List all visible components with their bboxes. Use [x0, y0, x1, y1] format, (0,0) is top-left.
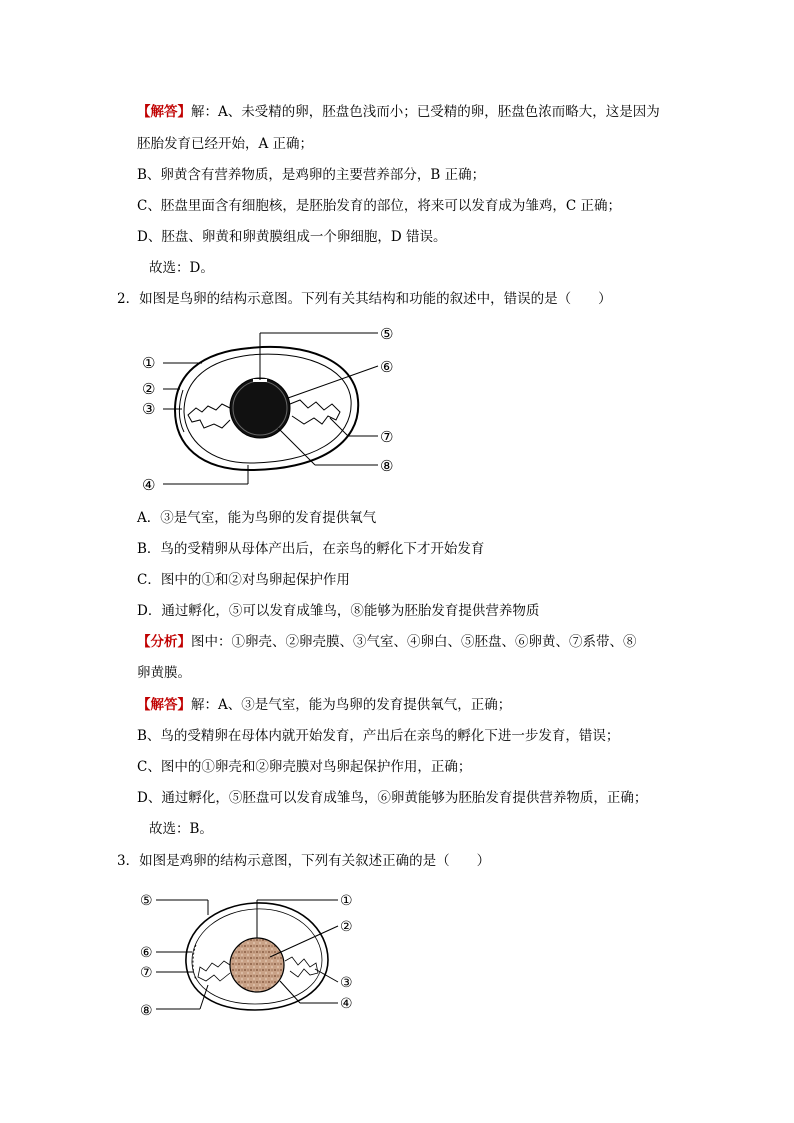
q1-answer-line-5: D、胚盘、卵黄和卵黄膜组成一个卵细胞，D 错误。 — [137, 229, 447, 245]
q2-label-7: ⑦ — [380, 428, 394, 446]
q1-answer-line-4: C、胚盘里面含有细胞核，是胚胎发育的部位，将来可以发育成为雏鸡，C 正确； — [137, 198, 621, 214]
q2-answer-line-2: B、鸟的受精卵在母体内就开始发育，产出后在亲鸟的孵化下进一步发育，错误； — [137, 728, 620, 744]
q2-label-4: ④ — [142, 476, 156, 494]
q2-option-c: C．图中的①和②对鸟卵起保护作用 — [137, 572, 350, 588]
answer-tag: 【解答】 — [137, 697, 191, 713]
q1-choice: 故选：D。 — [149, 260, 214, 276]
q2-answer-line-1: 【解答】解：A、③是气室，能为鸟卵的发育提供氧气，正确； — [137, 697, 512, 713]
q1-answer-line-2: 胚胎发育已经开始，A 正确； — [137, 136, 314, 152]
q2-label-2: ② — [142, 380, 156, 398]
q2-label-8: ⑧ — [380, 457, 394, 475]
q3-stem: 3．如图是鸡卵的结构示意图，下列有关叙述正确的是（ ） — [117, 853, 491, 869]
q2-option-d: D．通过孵化，⑤可以发育成雏鸟，⑧能够为胚胎发育提供营养物质 — [137, 603, 540, 619]
q2-answer-line-3: C、图中的①卵壳和②卵壳膜对鸟卵起保护作用，正确； — [137, 759, 472, 775]
q1-answer-line-1: 【解答】解：A、未受精的卵，胚盘色浅而小；已受精的卵，胚盘色浓而略大，这是因为 — [137, 104, 660, 120]
q2-choice: 故选：B。 — [149, 821, 213, 837]
q3-label-3: ③ — [340, 975, 353, 991]
q3-label-7: ⑦ — [140, 965, 153, 981]
q3-label-2: ② — [340, 919, 353, 935]
q2-label-6: ⑥ — [380, 358, 394, 376]
q3-label-8: ⑧ — [140, 1003, 153, 1019]
q2-stem: 2．如图是鸟卵的结构示意图。下列有关其结构和功能的叙述中，错误的是（ ） — [117, 291, 612, 307]
q2-label-5: ⑤ — [380, 325, 394, 343]
q3-chicken-egg-figure — [130, 885, 370, 1020]
answer-tag: 【解答】 — [137, 104, 191, 120]
q3-label-6: ⑥ — [140, 945, 153, 961]
q1-answer-line-3: B、卵黄含有营养物质，是鸡卵的主要营养部分，B 正确； — [137, 167, 486, 183]
q2-answer-line-4: D、通过孵化，⑤胚盘可以发育成雏鸟，⑥卵黄能够为胚胎发育提供营养物质，正确； — [137, 790, 648, 806]
q2-label-1: ① — [142, 354, 156, 372]
analysis-tag: 【分析】 — [137, 634, 191, 650]
q3-label-1: ① — [340, 893, 353, 909]
q2-option-a: A．③是气室，能为鸟卵的发育提供氧气 — [137, 510, 377, 526]
q2-option-b: B．鸟的受精卵从母体产出后，在亲鸟的孵化下才开始发育 — [137, 541, 485, 557]
q2-label-3: ③ — [142, 400, 156, 418]
q2-analysis-line-1: 【分析】图中：①卵壳、②卵壳膜、③气室、④卵白、⑤胚盘、⑥卵黄、⑦系带、⑧ — [137, 634, 637, 650]
q3-label-5: ⑤ — [140, 893, 153, 909]
q2-bird-egg-figure — [130, 320, 420, 500]
q2-analysis-line-2: 卵黄膜。 — [137, 665, 191, 681]
q3-label-4: ④ — [340, 996, 353, 1012]
